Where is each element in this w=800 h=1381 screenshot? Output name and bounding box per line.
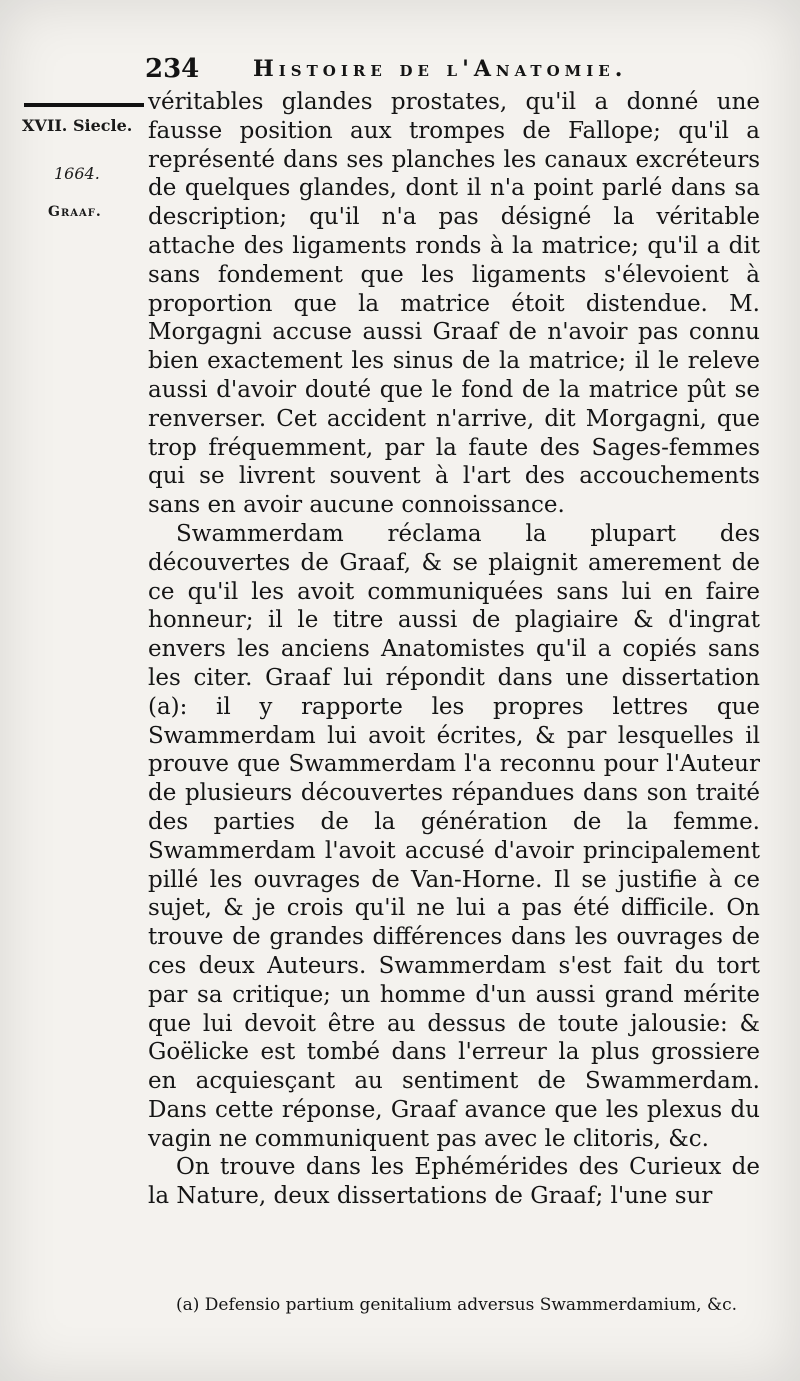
- margin-name: Graaf.: [48, 204, 102, 220]
- body-text: [148, 88, 760, 1211]
- paragraph-2: Swammerdam réclama la plupart des découvertes de Graaf, & se plaignit amerement de ce qu'il les avoit communiquées sans lui en faire honneur; il le titre aussi de plagiaire & d'ingrat envers les anciens Anatomistes qu'il a copiés sans les citer. Graaf lui répondit dans une dissertation (a): il y rapporte les propres lettres que Swammerdam lui avoit écrites, & par lesquelles il prouve que Swammerdam l'a reconnu pour l'Auteur de plusieurs découvertes répandues dans son traité des parties de la génération de la femme. Swammerdam l'avoit accusé d'avoir principalement pillé les ouvrages de Van-Horne. Il se justifie à ce sujet, & je crois qu'il ne lui a pas été difficile. On trouve de grandes différences dans les ouvrages de ces deux Auteurs. Swammerdam s'est fait du tort par sa critique; un homme d'un aussi grand mérite que lui devoit être au dessus de toute jalousie: & Goëlicke est tombé dans l'erreur la plus grossiere en acquiesçant au sentiment de Swammerdam. Dans cette réponse, Graaf avance que les plexus du vagin ne communiquent pas avec le clitoris, &c.: [148, 520, 760, 1152]
- running-title: Histoire de l'Anatomie.: [253, 56, 628, 82]
- page-header: [145, 48, 785, 88]
- margin-year: 1664.: [54, 164, 100, 183]
- paragraph-3: On trouve dans les Ephémérides des Curieux de la Nature, deux dissertations de Graaf; l'une sur: [148, 1154, 760, 1210]
- page-number: 234: [145, 54, 200, 84]
- paragraph-1: véritables glandes prostates, qu'il a donné une fausse position aux trompes de Fallope; qu'il a représenté dans ses planches les canaux excréteurs de quelques glandes, dont il n'a point parlé dans sa description; qu'il n'a pas désigné la véritable attache des ligaments ronds à la matrice; qu'il a dit sans fondement que les ligaments s'élevoient à proportion que la matrice étoit distendue. M. Morgagni accuse aussi Graaf de n'avoir pas connu bien exactement les sinus de la matrice; il le releve aussi d'avoir douté que le fond de la matrice pût se renverser. Cet accident n'arrive, dit Morgagni, que trop fréquemment, par la faute des Sages-femmes qui se livrent souvent à l'art des accouchements sans en avoir aucune connoissance.: [148, 89, 760, 519]
- margin-rule: [24, 103, 144, 107]
- footnote: (a) Defensio partium genitalium adversus Swammerdamium, &c.: [176, 1295, 737, 1315]
- margin-century: XVII. Siecle.: [22, 116, 133, 135]
